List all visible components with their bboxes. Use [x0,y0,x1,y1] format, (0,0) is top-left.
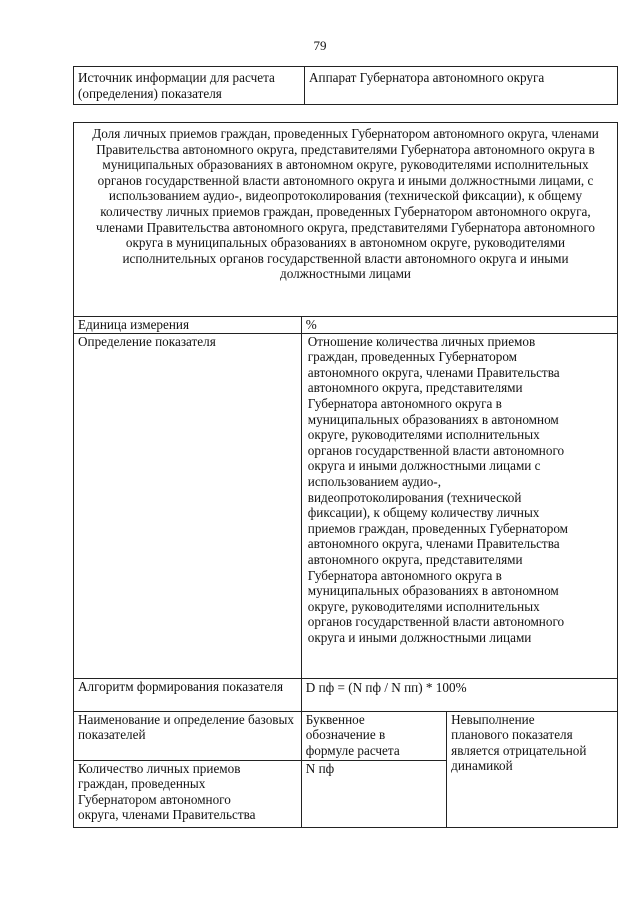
unit-value: % [301,317,617,334]
source-value: Аппарат Губернатора автономного округа [305,67,618,105]
indicator-title: Доля личных приемов граждан, проведенных Губернатором автономного округа, членами Правительства автономного округа, представителями Губернатора автономного округа в муниципальных образованиях в автономном округе, руководителями исполнительных органов государственной власти автономного округа и иными должностными лицами, с использованием аудио-, видеопротоколирования (технической фиксации), к общему количеству личных приемов граждан, проведенных Губернатором автономного округа, членами Правительства автономного округа, представителями Губернатора автономного округа в муниципальных образованиях в автономном округе, руководителями исполнительных органов государственной власти автономного округа и иными должностными лицами [74,123,618,317]
algorithm-formula: D пф = (N пф / N пп) * 100% [301,678,617,711]
base-letter-header: Буквенное обозначение в формуле расчета [301,711,446,760]
source-table [73,66,618,105]
definition-label: Определение показателя [74,333,302,678]
base-note: Невыполнение планового показателя является отрицательной динамикой [447,711,618,827]
base-row-letter: N пф [301,760,446,827]
algorithm-label: Алгоритм формирования показателя [74,678,302,711]
unit-label: Единица измерения [74,317,302,334]
page-number: 79 [313,38,327,53]
indicator-table [73,122,618,828]
source-label: Источник информации для расчета (определения) показателя [74,67,305,105]
base-row-name: Количество личных приемов граждан, проведенных Губернатором автономного округа, членами Правительства [74,760,302,827]
base-name-header: Наименование и определение базовых показателей [74,711,302,760]
definition-value: Отношение количества личных приемов граждан, проведенных Губернатором автономного округа, членами Правительства автономного округа, представителями Губернатора автономного округа в муниципальных образованиях в автономном округе, руководителями исполнительных органов государственной власти автономного округа и иными должностными лицами с использованием аудио-, видеопротоколирования (технической фиксации), к общему количеству личных приемов граждан, проведенных Губернатором автономного округа, членами Правительства автономного округа, представителями Губернатора автономного округа в муниципальных образованиях в автономном округе, руководителями исполнительных органов государственной власти автономного округа и иными должностными лицами [301,333,617,678]
